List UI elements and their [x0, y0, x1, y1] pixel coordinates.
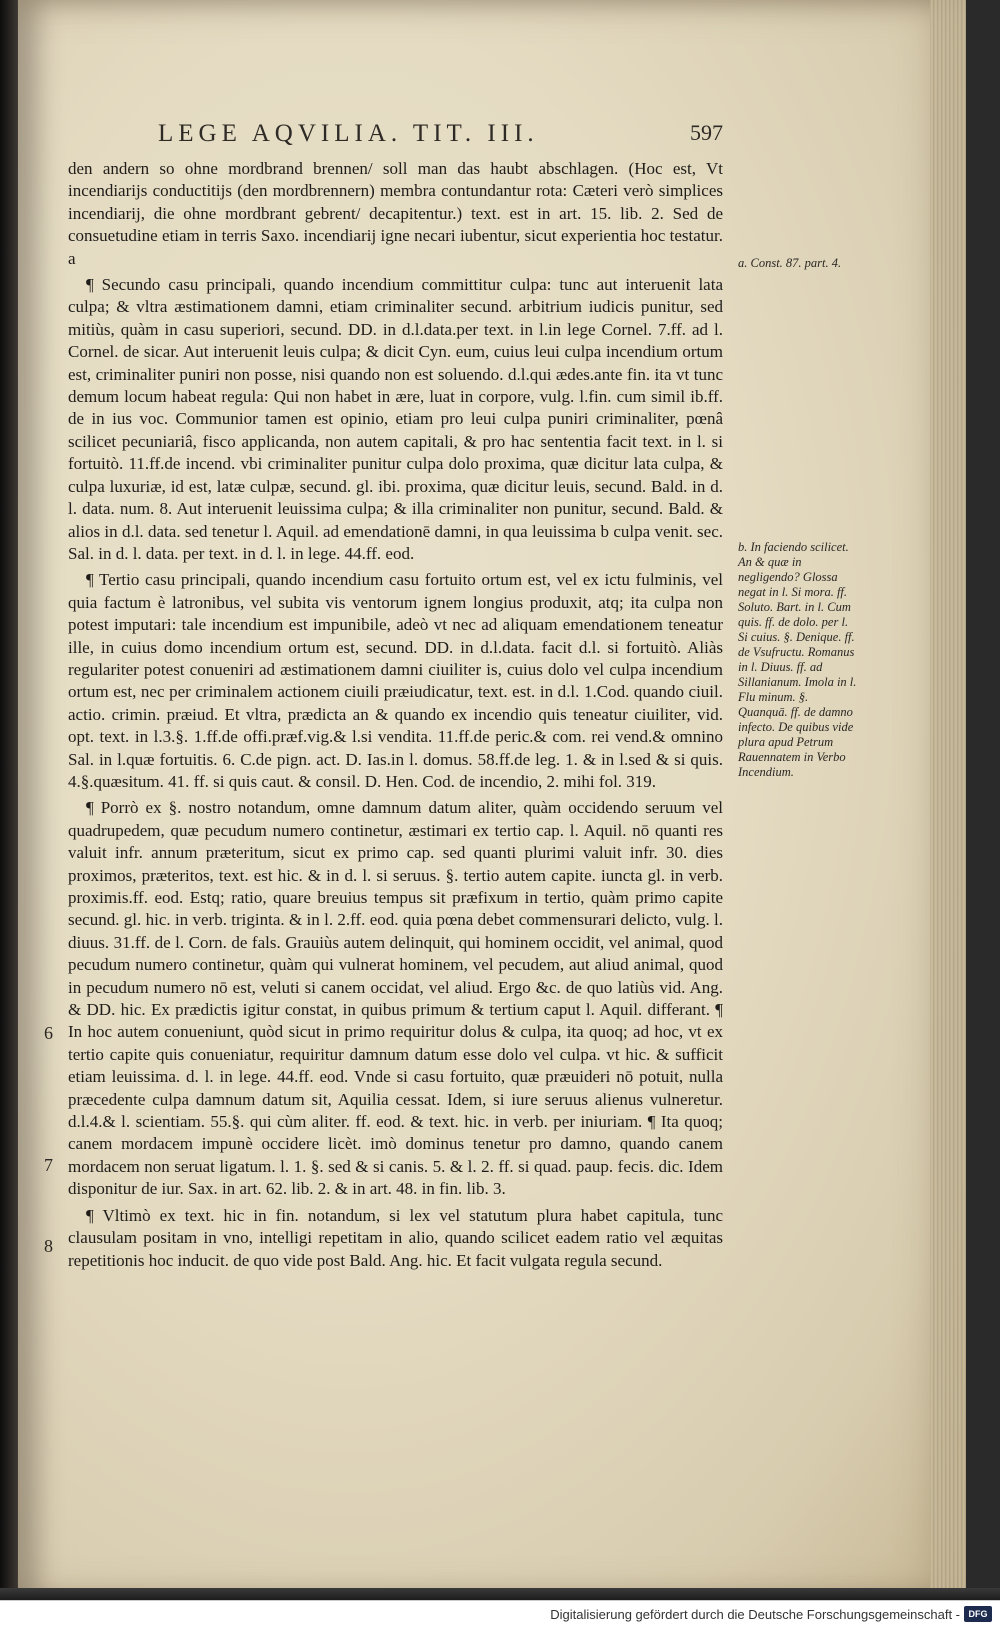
section-marker-6: 6	[44, 1023, 53, 1043]
running-head: LEGE AQVILIA. TIT. III.	[158, 120, 539, 147]
main-text-block	[68, 158, 723, 1276]
dfg-logo-icon[interactable]: DFG	[964, 1606, 992, 1622]
paragraph-2: ¶ Secundo casu principali, quando incendium committitur culpa: tunc aut interuenit lata culpa; & vltra æstimationem damni, etiam criminaliter secund. arbitrium iudicis punitur, sed mitiùs, quàm in casu superiori, secund. DD. in d.l.data.per text. in l.in lege Cornel. 7.ff. ad l. Cornel. de sicar. Aut interuenit leuis culpa; & dicit Cyn. eum, cuius leui culpa incendium ortum est, criminaliter puniri non posse, nisi quando non est soluendo. d.l.qui ædes.ante fin. ita vt tunc demum locum habeat regula: Qui non habet in ære, luat in corpore, vulg. l.fin. cum simil ib.ff. de in ius voc. Communior tamen est opinio, etiam pro leui culpa puniri criminaliter, pœnâ scilicet pecuniariâ, fisco applicanda, non autem capitali, & pro hac sententia facit text. in l. si fortuitò. 11.ff.de incend. vbi criminaliter punitur culpa dolo proxima, quæ dicitur lata culpa, & culpa luxuriæ, id est, latæ culpæ, secund. gl. ibi. proxima, quæ dicitur leuis, secund. Bald. in d. l. data. num. 8. Aut interuenit leuissima culpa; & illa criminaliter non punitur, secund. Bald. & alios in d.l. data. sed tenetur l. Aquil. ad emendationē damni, in qua leuissima b culpa venit. sec. Sal. in d. l. data. per text. in d. l. in lege. 44.ff. eod.	[68, 275, 723, 563]
page-number: 597	[690, 120, 723, 145]
paragraph-1: den andern so ohne mordbrand brennen/ soll man das haubt abschlagen. (Hoc est, Vt incendiarijs conductitijs (den mordbrennern) membra contundantur rota: Cæteri verò simplices incendiarij, die ohne mordbrant gebrent/ decapitentur.) text. est in art. 15. lib. 2. Sed de consuetudine etiam in terris Saxo. incendiarij igne necari iubentur, sicut experientia hoc testatur. a	[68, 159, 723, 268]
paragraph-5: ¶ Vltimò ex text. hic in fin. notandum, si lex vel statutum plura habet capitula, tunc clausulam positam in vno, intelligi repetitam in alio, quando scilicet eadem ratio vel æquitas repetitionis hoc inducit. de quo vide post Bald. Ang. hic. Et facit vulgata regula secund.	[68, 1205, 723, 1270]
paragraph-3: ¶ Tertio casu principali, quando incendium casu fortuito ortum est, vel ex ictu fulminis, vel quia factum è latronibus, vel subita vis ventorum ignem longius produxit, atq; ita culpa non potest imputari: tale incendium est impunibile, adeò vt nec ad aliquam emendationem teneatur ille, in cuius domo incendium ortum est, secund. DD. in d.l.data. facit d.l. si fortuitò. Aliàs regulariter potest conueniri ad æstimationem damni ciuiliter is, cuius dolo vel culpa incendium ortum est, nec per criminalem actionem ciuili præiudicatur, text. est. in d.l. 1.Cod. quando ciuil. actio. crimin. præiud. Et vltra, prædicta an & quando ex incendio quis teneatur ciuiliter, vid. opt. text. in l.3.§. 1.ff.de offi.præf.vig.& l.si vendita. 11.ff.de peric.& com. rei vend.& omnino Sal. in l.quæ fortuitis. 6. C.de pign. act. D. Ias.in l. domus. 58.ff.de leg. 1. & in l.sed & si quis. 4.§.quæsitum. 41. ff. si quis caut. & consil. D. Hen. Cod. de incendio, 2. mihi fol. 319.	[68, 570, 723, 791]
page-edge	[930, 0, 966, 1600]
section-marker-7: 7	[44, 1155, 53, 1175]
section-marker-8: 8	[44, 1236, 53, 1256]
paragraph-4: ¶ Porrò ex §. nostro notandum, omne damnum datum aliter, quàm occidendo seruum vel quadrupedem, quæ pecudum numero continetur, æstimari ex tertio cap. l. Aquil. nō quanti res valuit infr. annum præteritum, sicut ex primo cap. sed quanti plurimi valuit infr. 30. dies proximos, præteritos, text. est hic. & in d. l. si seruus. §. tertio autem capite. iuncta gl. in verb. proximis.ff. eod. Estq; ratio, quare breuius tempus sit præfixum in tertio, quàm primo capite secund. gl. hic. in verb. triginta. & in l. 2.ff. eod. quia pœna debet commensurari delicto, vulg. l. diuus. 31.ff. de l. Corn. de fals. Grauiùs autem delinquit, qui hominem occidit, vel animal, quod pecudum numero continetur, quàm qui vulnerat hominem, vel pecudem, aut aliud animal, quod in pecudum numero nō est, veluti si canem occidat, vel aliud. Ergo &c. de quo latiùs vid. Ang. & DD. hic. Ex prædictis igitur constat, in quibus primum & tertium caput l. Aquil. differant. ¶ In hoc autem conueniunt, quòd sicut in primo requiritur dolus & culpa, ita quoq; ad hoc, vt ex tertio capite quis conueniatur, requiritur damnum datum esse dolo vel culpa. vt hic. & sufficit etiam leuissima. d. l. in lege. 44.ff. eod. Vnde si casu fortuito, quæ præuideri nō potuit, nulla præcedente culpa damnum datum sit, Aquilia cessat. Idem, si iure seruus alienus vulneretur. d.l.4.& l. scientiam. 55.§. qui cùm aliter. ff. eod. & text. hic. in verb. per iniuriam. ¶ Ita quoq; canem mordacem impunè occidere licèt. imò dominus tenetur pro damno, quando canem mordacem non seruat ligatum. l. 1. §. sed & si canis. 5. & l. 2. ff. si quad. paup. fecis. dic. Idem disponitur de iur. Sax. in art. 62. lib. 2. & in art. 48. in fin. lib. 3.	[68, 798, 723, 1199]
margin-note-a: a. Const. 87. part. 4.	[738, 256, 842, 270]
margin-note-b: b. In faciendo scilicet. An & quæ in negligendo? Glossa negat in l. Si mora. ff. Soluto. Bart. in l. Cum quis. ff. de dolo. per l. Si cuius. §. Denique. ff. de Vsufructu. Romanus in l. Diuus. ff. ad Sillanianum. Imola in l. Flu minum. §. Quanquā. ff. de damno infecto. De quibus vide plura apud Petrum Rauennatem in Verbo Incendium.	[738, 540, 857, 779]
footer-bar	[0, 1600, 1000, 1628]
footer-credit: Digitalisierung gefördert durch die Deutsche Forschungsgemeinschaft -	[550, 1607, 960, 1622]
page-bottom-shadow	[0, 1588, 1000, 1600]
